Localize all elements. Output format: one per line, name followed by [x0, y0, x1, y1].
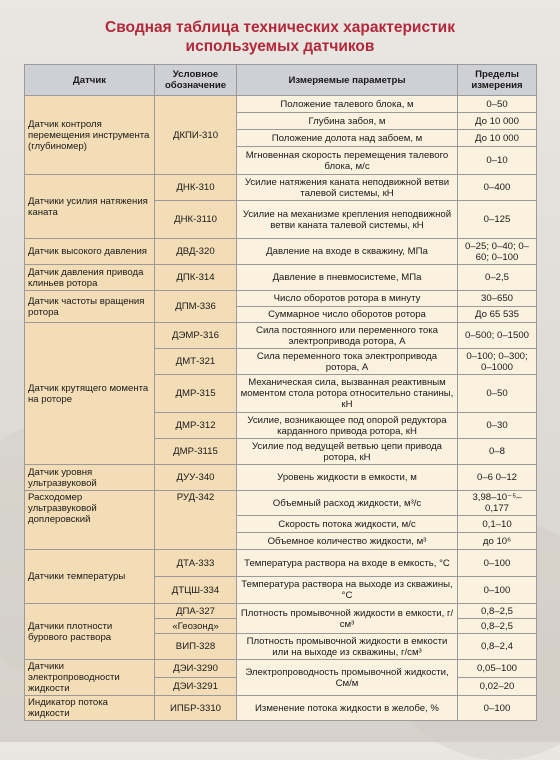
sensor-code: ДУУ-340	[155, 465, 237, 491]
sensor-code: ДПМ-336	[155, 291, 237, 323]
sensor-code: ДЭМР-316	[155, 323, 237, 349]
range-cell: 0,05–100	[458, 660, 537, 678]
param-cell: Число оборотов ротора в минуту	[237, 291, 458, 307]
param-cell: Сила постоянного или переменного тока электропривода ротора, А	[237, 323, 458, 349]
sensor-code: ДПА-327	[155, 604, 237, 619]
title-line-2: используемых датчиков	[185, 38, 375, 55]
sensor-name: Датчики электропроводности жидкости	[25, 660, 155, 696]
header-code: Условное обозначение	[155, 65, 237, 96]
title-line-1: Сводная таблица технических характеристик	[105, 19, 455, 36]
sensor-code: ДНК-3110	[155, 201, 237, 239]
sensor-code: ДВД-320	[155, 239, 237, 265]
param-cell: Скорость потока жидкости, м/с	[237, 516, 458, 533]
sensor-code: ДМТ-321	[155, 349, 237, 375]
range-cell: 0,02–20	[458, 678, 537, 696]
range-cell: 0–50	[458, 96, 537, 113]
param-cell: Положение талевого блока, м	[237, 96, 458, 113]
table-row	[25, 239, 537, 265]
range-cell: 0–400	[458, 175, 537, 201]
header-range: Пределы измерения	[458, 65, 537, 96]
param-cell: Сила переменного тока электропривода ротора, А	[237, 349, 458, 375]
range-cell: До 10 000	[458, 130, 537, 147]
sensor-code: ДМР-315	[155, 375, 237, 413]
sensor-name: Датчик уровня ультразвуковой	[25, 465, 155, 491]
range-cell: 0–500; 0–1500	[458, 323, 537, 349]
param-cell: Усилие натяжения каната неподвижной ветви талевой системы, кН	[237, 175, 458, 201]
table-row	[25, 550, 537, 577]
sensor-code: ДТА-333	[155, 550, 237, 577]
sensor-code: РУД-342	[155, 491, 237, 550]
param-cell: Температура раствора на входе в емкость, °С	[237, 550, 458, 577]
param-cell: Глубина забоя, м	[237, 113, 458, 130]
range-cell: 0–30	[458, 413, 537, 439]
range-cell: 0–100	[458, 550, 537, 577]
table-row	[25, 291, 537, 307]
sensor-name: Датчик крутящего момента на роторе	[25, 323, 155, 465]
sensors-table	[24, 64, 537, 721]
param-cell: Температура раствора на выходе из скважины, °С	[237, 577, 458, 604]
range-cell: 0–8	[458, 439, 537, 465]
sensor-code: ДЭИ-3291	[155, 678, 237, 696]
range-cell: 0–100; 0–300; 0–1000	[458, 349, 537, 375]
range-cell: 0,1–10	[458, 516, 537, 533]
range-cell: 30–650	[458, 291, 537, 307]
table-row	[25, 491, 537, 516]
sensor-name: Расходомер ультразвуковой доплеровский	[25, 491, 155, 550]
param-cell: Усилие, возникающее под опорой редуктора карданного привода ротора, кН	[237, 413, 458, 439]
range-cell: до 10⁶	[458, 533, 537, 550]
param-cell: Объемный расход жидкости, м³/с	[237, 491, 458, 516]
table-row	[25, 465, 537, 491]
range-cell: 0–125	[458, 201, 537, 239]
param-cell: Плотность промывочной жидкости в емкости или на выходе из скважины, г/см³	[237, 634, 458, 660]
param-cell: Мгновенная скорость перемещения талевого блока, м/с	[237, 147, 458, 175]
sensor-name: Датчики плотности бурового раствора	[25, 604, 155, 660]
table-row	[25, 604, 537, 619]
range-cell: 3,98–10⁻⁵–0,177	[458, 491, 537, 516]
range-cell: 0–6 0–12	[458, 465, 537, 491]
sensor-code: ДЭИ-3290	[155, 660, 237, 678]
sensor-code: ДМР-312	[155, 413, 237, 439]
param-cell: Усилие под ведущей ветвью цепи привода ротора, кН	[237, 439, 458, 465]
header-param: Измеряемые параметры	[237, 65, 458, 96]
sensor-name: Датчик частоты вращения ротора	[25, 291, 155, 323]
table-row	[25, 96, 537, 113]
param-cell: Давление в пневмосистеме, МПа	[237, 265, 458, 291]
param-cell: Усилие на механизме крепления неподвижной ветви каната талевой системы, кН	[237, 201, 458, 239]
sensor-code: ВИП-328	[155, 634, 237, 660]
table-row	[25, 696, 537, 721]
sensor-code: ДПК-314	[155, 265, 237, 291]
sensor-code: ДМР-3115	[155, 439, 237, 465]
range-cell: 0–100	[458, 696, 537, 721]
sensor-code: ДКПИ-310	[155, 96, 237, 175]
table-row	[25, 660, 537, 678]
sensor-name: Датчик высокого давления	[25, 239, 155, 265]
range-cell: До 10 000	[458, 113, 537, 130]
sensor-name: Датчики температуры	[25, 550, 155, 604]
sensor-name: Датчики усилия натяжения каната	[25, 175, 155, 239]
sensor-code: ИПБР-3310	[155, 696, 237, 721]
param-cell: Изменение потока жидкости в желобе, %	[237, 696, 458, 721]
range-cell: 0,8–2,4	[458, 634, 537, 660]
range-cell: До 65 535	[458, 307, 537, 323]
table-row	[25, 265, 537, 291]
range-cell: 0–50	[458, 375, 537, 413]
param-cell: Суммарное число оборотов ротора	[237, 307, 458, 323]
range-cell: 0–100	[458, 577, 537, 604]
range-cell: 0–10	[458, 147, 537, 175]
param-cell: Объемное количество жидкости, м³	[237, 533, 458, 550]
param-cell: Механическая сила, вызванная реактивным моментом стола ротора относительно станины, кН	[237, 375, 458, 413]
param-cell: Электропроводность промывочной жидкости, См/м	[237, 660, 458, 696]
param-cell: Давление на входе в скважину, МПа	[237, 239, 458, 265]
param-cell: Положение долота над забоем, м	[237, 130, 458, 147]
range-cell: 0–25; 0–40; 0–60; 0–100	[458, 239, 537, 265]
sensor-name: Индикатор потока жидкости	[25, 696, 155, 721]
sensor-code: ДНК-310	[155, 175, 237, 201]
sensor-code: ДТЦШ-334	[155, 577, 237, 604]
header-sensor: Датчик	[25, 65, 155, 96]
range-cell: 0–2,5	[458, 265, 537, 291]
table-header-row	[25, 65, 537, 96]
sensor-name: Датчик контроля перемещения инструмента (глубиномер)	[25, 96, 155, 175]
range-cell: 0,8–2,5	[458, 619, 537, 634]
page-title	[0, 18, 560, 56]
table-row	[25, 323, 537, 349]
sensor-name: Датчик давления привода клиньев ротора	[25, 265, 155, 291]
sensor-code: «Геозонд»	[155, 619, 237, 634]
range-cell: 0,8–2,5	[458, 604, 537, 619]
param-cell: Плотность промывочной жидкости в емкости, г/см³	[237, 604, 458, 634]
param-cell: Уровень жидкости в емкости, м	[237, 465, 458, 491]
table-row	[25, 175, 537, 201]
